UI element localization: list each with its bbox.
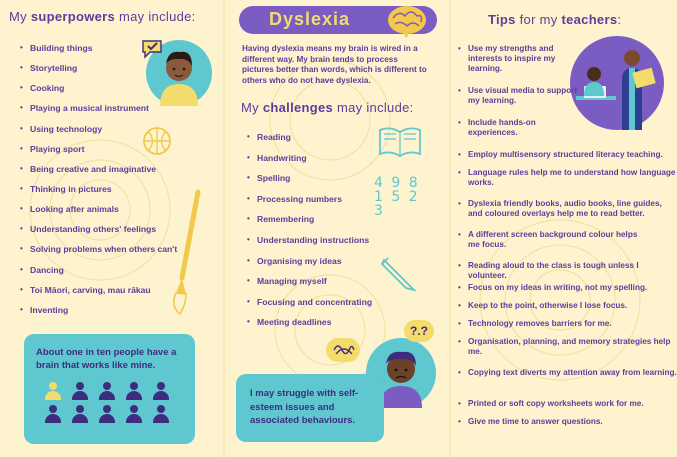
person-icon [98,405,116,425]
self-esteem-callout [236,374,384,442]
list-item: • Keep to the point, otherwise I lose focus. [452,301,677,311]
paintbrush-icon [168,188,208,318]
list-item: • Inventing [14,305,194,325]
list-item: • Playing a musical instrument [14,103,194,123]
book-icon [376,122,424,158]
list-item: • Thinking in pictures [14,184,194,204]
list-item: • Use my strengths and interests to inspire my learning. [452,44,578,74]
list-item: • Focusing and concentrating [241,297,411,318]
list-item: • Reading [241,132,411,153]
brain-icon [385,2,429,38]
dyslexia-panel [226,0,448,457]
numbers-icon: 4 9 8 1 5 2 3 [374,175,419,219]
list-item: • Technology removes barriers for me. [452,319,677,329]
list-item: • Dyslexia friendly books, audio books, line guides, and coloured overlays help me to read better. [452,199,677,219]
person-icon [98,382,116,402]
checkmark-badge-icon [140,38,164,60]
teacher-student-illustration [570,36,664,130]
challenges-heading: My challenges may include: [241,100,414,115]
challenges-list [241,132,411,338]
list-item: • Spelling [241,173,411,194]
list-item: • Processing numbers [241,194,411,215]
list-item: • Remembering [241,214,411,235]
list-item: • Understanding others' feelings [14,224,194,244]
list-item: • Building things [14,43,194,63]
list-item: • A different screen background colour helps me focus. [452,230,648,250]
list-item: • Dancing [14,265,194,285]
person-icon [71,405,89,425]
list-item: • Looking after animals [14,204,194,224]
question-thought-icon: ?.? [404,320,434,342]
list-item: • Organisation, planning, and memory strategies help me. [452,337,677,357]
list-item: • Being creative and imaginative [14,164,194,184]
superpowers-panel [0,0,222,457]
list-item: • Using technology [14,124,194,144]
superpowers-heading: My superpowers may include: [9,9,196,24]
list-item: • Toi Māori, carving, mau rākau [14,285,194,305]
list-item: • Language rules help me to understand how language works. [452,168,677,188]
dyslexia-title-banner [239,6,437,34]
list-item: • Understanding instructions [241,235,411,256]
person-icon [44,405,62,425]
dyslexia-intro: Having dyslexia means my brain is wired in a different way. My brain tends to process pictures better than words, which is different to others who do not have dyslexia. [242,44,427,85]
statistic-callout [24,334,195,444]
person-icon [71,382,89,402]
list-item: • Handwriting [241,153,411,174]
list-item: • Printed or soft copy worksheets work for me. [452,399,677,409]
person-icon [44,382,62,402]
teacher-illustration [570,36,664,130]
person-icon [125,405,143,425]
basketball-icon [142,126,172,156]
tips-heading: Tips for my teachers: [488,12,622,27]
list-item: • Focus on my ideas in writing, not my spelling. [452,283,677,293]
list-item: • Reading aloud to the class is tough unless I volunteer. [452,261,648,281]
list-item: • Include hands-on experiences. [452,118,578,138]
person-icon [152,382,170,402]
statistic-text: About one in ten people have a brain that works like mine. [36,347,177,371]
list-item: • Managing myself [241,276,411,297]
list-item: • Solving problems when others can't [14,244,194,264]
person-icon [152,405,170,425]
list-item: • Cooking [14,83,194,103]
pencil-icon [378,254,418,294]
scribble-thought-icon [326,338,360,362]
person-icon [125,382,143,402]
page-title: Dyslexia [269,9,351,29]
list-item: • Copying text diverts my attention away from learning. [452,368,677,378]
list-item: • Employ multisensory structured literacy teaching. [452,150,677,160]
list-item: • Organising my ideas [241,256,411,277]
teacher-tips-panel [452,0,677,457]
list-item: • Give me time to answer questions. [452,417,677,427]
list-item: • Use visual media to support my learning. [452,86,578,106]
list-item: • Meeting deadlines [241,317,411,338]
list-item: • Storytelling [14,63,194,83]
self-esteem-text: I may struggle with self-esteem issues and associated behaviours. [250,388,359,426]
list-item: • Playing sport [14,144,194,164]
